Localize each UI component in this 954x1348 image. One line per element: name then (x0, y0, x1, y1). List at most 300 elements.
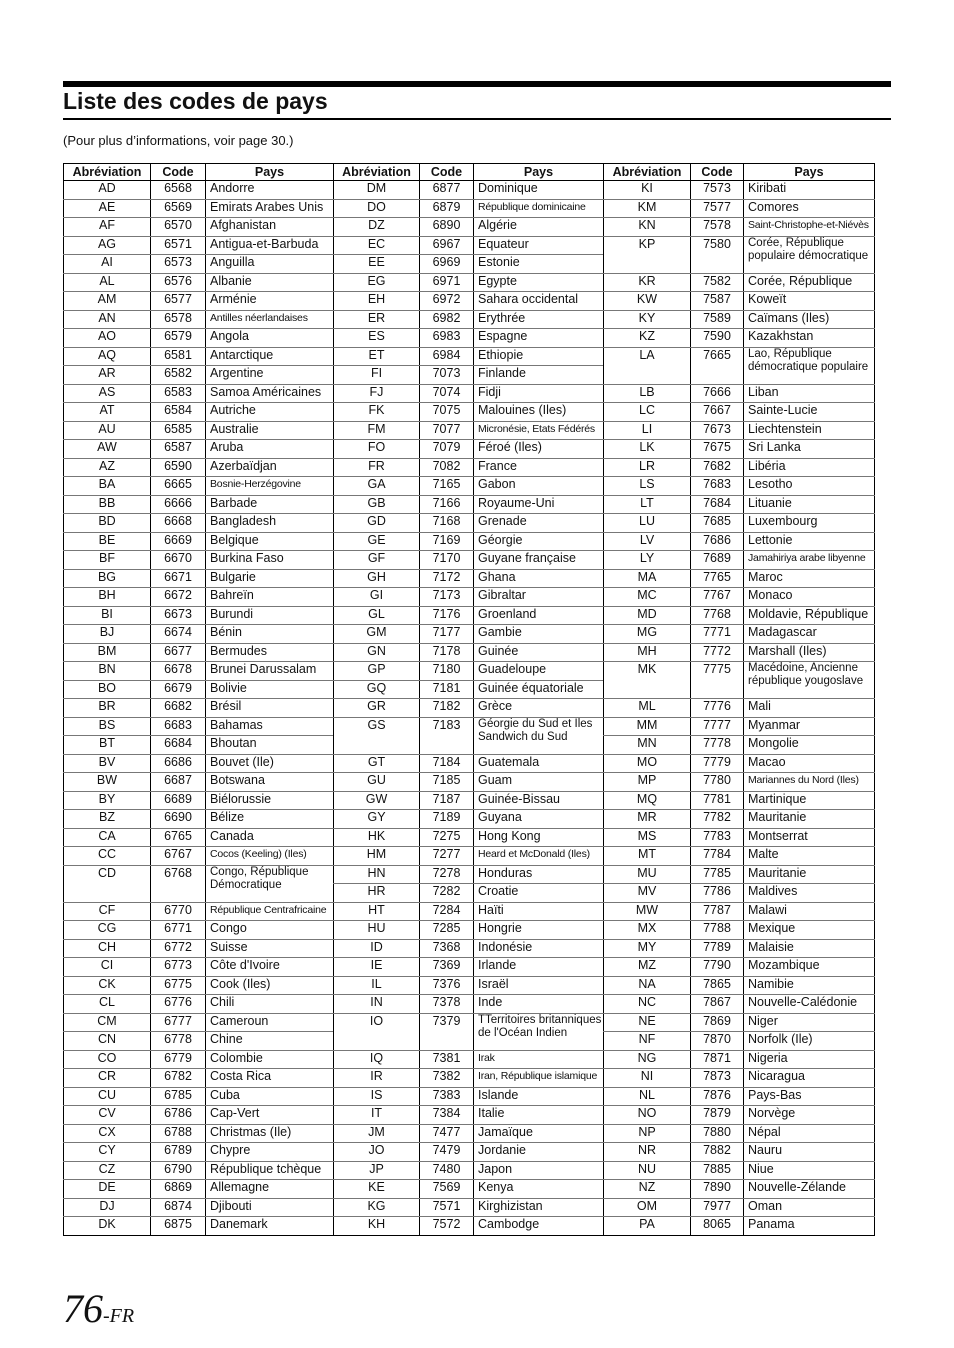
table-row (604, 458, 875, 477)
code-cell: 7779 (691, 754, 744, 773)
table-row (64, 736, 334, 755)
table-row (604, 569, 875, 588)
abbr-cell: DE (64, 1180, 151, 1199)
code-cell: 6579 (151, 329, 206, 348)
country-cell: Brunei Darussalam (206, 662, 334, 681)
country-cell: Maldives (744, 884, 875, 903)
country-cell: Grenade (474, 514, 604, 533)
code-cell: 6682 (151, 699, 206, 718)
country-cell: Malaisie (744, 939, 875, 958)
abbr-cell: BB (64, 495, 151, 514)
country-cell: République Centrafricaine (206, 902, 334, 921)
code-cell: 7077 (420, 421, 474, 440)
country-cell: Biélorussie (206, 791, 334, 810)
country-cell: Guyane française (474, 551, 604, 570)
table-row (604, 939, 875, 958)
code-cell: 7786 (691, 884, 744, 903)
code-cell: 6768 (151, 865, 206, 902)
country-cell: Luxembourg (744, 514, 875, 533)
country-table-1 (63, 163, 334, 1236)
code-cell: 7785 (691, 865, 744, 884)
table-row (334, 218, 604, 237)
country-cell: Bouvet (Ile) (206, 754, 334, 773)
table-row (604, 199, 875, 218)
code-cell: 6790 (151, 1161, 206, 1180)
table-row (604, 588, 875, 607)
code-cell: 6666 (151, 495, 206, 514)
abbr-cell: CH (64, 939, 151, 958)
code-cell: 6877 (420, 181, 474, 200)
abbr-cell: CR (64, 1069, 151, 1088)
code-cell: 6983 (420, 329, 474, 348)
country-cell: Finlande (474, 366, 604, 385)
table-row (64, 1198, 334, 1217)
code-cell: 6590 (151, 458, 206, 477)
table-row (604, 1069, 875, 1088)
code-cell: 7784 (691, 847, 744, 866)
code-cell: 7168 (420, 514, 474, 533)
table-row (64, 1069, 334, 1088)
table-row (334, 847, 604, 866)
abbr-cell: FR (334, 458, 420, 477)
country-cell: Bermudes (206, 643, 334, 662)
abbr-cell: ES (334, 329, 420, 348)
table-row (64, 791, 334, 810)
table-row (334, 791, 604, 810)
code-cell: 7879 (691, 1106, 744, 1125)
abbr-cell: GH (334, 569, 420, 588)
code-cell: 7382 (420, 1069, 474, 1088)
abbr-cell: IN (334, 995, 420, 1014)
code-cell: 6684 (151, 736, 206, 755)
abbr-cell: IO (334, 1013, 420, 1050)
abbr-cell: AI (64, 255, 151, 274)
country-cell: Guadeloupe (474, 662, 604, 681)
abbr-cell: AT (64, 403, 151, 422)
abbr-cell: DO (334, 199, 420, 218)
abbr-cell: EE (334, 255, 420, 274)
abbr-cell: KI (604, 181, 691, 200)
country-cell: Cap-Vert (206, 1106, 334, 1125)
code-cell: 6770 (151, 902, 206, 921)
table-row (334, 292, 604, 311)
table-row (334, 1106, 604, 1125)
abbr-cell: EG (334, 273, 420, 292)
table-row (64, 440, 334, 459)
code-cell: 7169 (420, 532, 474, 551)
table-row (604, 902, 875, 921)
table-row (64, 181, 334, 200)
abbr-cell: CG (64, 921, 151, 940)
table-row (334, 569, 604, 588)
code-cell: 6765 (151, 828, 206, 847)
abbr-cell: BJ (64, 625, 151, 644)
abbr-cell: CI (64, 958, 151, 977)
country-cell: Lettonie (744, 532, 875, 551)
abbr-cell: LY (604, 551, 691, 570)
table-row (334, 995, 604, 1014)
country-cell: Argentine (206, 366, 334, 385)
abbr-cell: MH (604, 643, 691, 662)
code-cell: 6669 (151, 532, 206, 551)
abbr-cell: BO (64, 680, 151, 699)
code-cell: 6789 (151, 1143, 206, 1162)
abbr-cell: NI (604, 1069, 691, 1088)
abbr-cell: BS (64, 717, 151, 736)
country-cell: Antigua-et-Barbuda (206, 236, 334, 255)
abbr-cell: NA (604, 976, 691, 995)
code-cell: 7689 (691, 551, 744, 570)
abbr-cell: ID (334, 939, 420, 958)
table-row (334, 1124, 604, 1143)
table-row (334, 1050, 604, 1069)
abbr-cell: DK (64, 1217, 151, 1236)
country-cell: Féroé (Iles) (474, 440, 604, 459)
table-row (334, 902, 604, 921)
country-cell: Géorgie (474, 532, 604, 551)
country-cell: Kazakhstan (744, 329, 875, 348)
code-cell: 7082 (420, 458, 474, 477)
abbr-cell: JO (334, 1143, 420, 1162)
table-row (334, 477, 604, 496)
abbr-cell: CO (64, 1050, 151, 1069)
country-cell: Bahamas (206, 717, 334, 736)
country-cell: Ethiopie (474, 347, 604, 366)
country-cell: Irak (474, 1050, 604, 1069)
country-cell: Cocos (Keeling) (Iles) (206, 847, 334, 866)
country-cell: Géorgie du Sud et Iles Sandwich du Sud (474, 717, 604, 754)
table-row (604, 736, 875, 755)
code-cell: 7876 (691, 1087, 744, 1106)
table-row (604, 292, 875, 311)
abbr-cell: LK (604, 440, 691, 459)
table-row (64, 403, 334, 422)
table-row (64, 199, 334, 218)
table-row (64, 662, 334, 681)
table-row (334, 717, 604, 754)
code-cell: 7684 (691, 495, 744, 514)
table-row (604, 1143, 875, 1162)
code-cell: 7666 (691, 384, 744, 403)
code-cell: 7682 (691, 458, 744, 477)
table-row (64, 921, 334, 940)
table-row (64, 1013, 334, 1032)
abbr-cell: LS (604, 477, 691, 496)
country-cell: Macédoine, Ancienne république yougoslave (744, 662, 875, 699)
code-cell: 7865 (691, 976, 744, 995)
table-row (604, 791, 875, 810)
table-row (604, 403, 875, 422)
code-cell: 7667 (691, 403, 744, 422)
abbr-cell: IT (334, 1106, 420, 1125)
table-row (334, 495, 604, 514)
code-cell: 7369 (420, 958, 474, 977)
code-cell: 7787 (691, 902, 744, 921)
abbr-cell: BD (64, 514, 151, 533)
code-cell: 7182 (420, 699, 474, 718)
code-cell: 6665 (151, 477, 206, 496)
country-cell: Barbade (206, 495, 334, 514)
abbr-cell: BV (64, 754, 151, 773)
code-cell: 7869 (691, 1013, 744, 1032)
code-cell: 6777 (151, 1013, 206, 1032)
table-row (604, 754, 875, 773)
abbr-cell: PA (604, 1217, 691, 1236)
table-row (64, 680, 334, 699)
country-cell: Honduras (474, 865, 604, 884)
country-cell: Afghanistan (206, 218, 334, 237)
code-cell: 7870 (691, 1032, 744, 1051)
country-cell: Bénin (206, 625, 334, 644)
abbr-cell: IR (334, 1069, 420, 1088)
code-cell: 7673 (691, 421, 744, 440)
code-cell: 6690 (151, 810, 206, 829)
abbr-cell: JM (334, 1124, 420, 1143)
country-cell: Hong Kong (474, 828, 604, 847)
code-cell: 6967 (420, 236, 474, 255)
code-cell: 6786 (151, 1106, 206, 1125)
country-cell: Cambodge (474, 1217, 604, 1236)
table-row (64, 1180, 334, 1199)
code-cell: 7589 (691, 310, 744, 329)
country-cell: Guyana (474, 810, 604, 829)
code-cell: 7479 (420, 1143, 474, 1162)
table-row (334, 255, 604, 274)
country-cell: Congo, République Démocratique (206, 865, 334, 902)
country-cell: Népal (744, 1124, 875, 1143)
table-row (334, 347, 604, 366)
code-cell: 8065 (691, 1217, 744, 1236)
abbr-cell: KP (604, 236, 691, 273)
code-cell: 7383 (420, 1087, 474, 1106)
table-row (604, 236, 875, 273)
abbr-cell: NE (604, 1013, 691, 1032)
abbr-cell: HT (334, 902, 420, 921)
header-code: Code (691, 164, 744, 181)
abbr-cell: BN (64, 662, 151, 681)
table-row (334, 273, 604, 292)
country-cell: Myanmar (744, 717, 875, 736)
abbr-cell: CM (64, 1013, 151, 1032)
table-row (334, 976, 604, 995)
abbr-cell: MK (604, 662, 691, 699)
table-row (604, 810, 875, 829)
abbr-cell: MS (604, 828, 691, 847)
table-row (334, 329, 604, 348)
header-code: Code (151, 164, 206, 181)
country-cell: Autriche (206, 403, 334, 422)
code-cell: 6874 (151, 1198, 206, 1217)
abbr-cell: FI (334, 366, 420, 385)
abbr-cell: NU (604, 1161, 691, 1180)
abbr-cell: CK (64, 976, 151, 995)
code-cell: 6670 (151, 551, 206, 570)
country-cell: Montserrat (744, 828, 875, 847)
country-cell: Indonésie (474, 939, 604, 958)
code-cell: 7277 (420, 847, 474, 866)
table-row (64, 958, 334, 977)
code-cell: 6578 (151, 310, 206, 329)
country-cell: Sahara occidental (474, 292, 604, 311)
abbr-cell: EH (334, 292, 420, 311)
table-row (334, 366, 604, 385)
table-row (604, 514, 875, 533)
abbr-cell: AL (64, 273, 151, 292)
abbr-cell: DM (334, 181, 420, 200)
country-cell: Arménie (206, 292, 334, 311)
code-cell: 6672 (151, 588, 206, 607)
table-row (334, 310, 604, 329)
table-row (604, 273, 875, 292)
country-cell: Cook (Iles) (206, 976, 334, 995)
table-row (64, 329, 334, 348)
table-row (64, 865, 334, 902)
table-row (334, 625, 604, 644)
abbr-cell: KG (334, 1198, 420, 1217)
table-row (334, 181, 604, 200)
table-row (64, 1032, 334, 1051)
country-cell: Gambie (474, 625, 604, 644)
code-cell: 6686 (151, 754, 206, 773)
country-cell: Bélize (206, 810, 334, 829)
abbr-cell: AM (64, 292, 151, 311)
country-cell: Norfolk (Ile) (744, 1032, 875, 1051)
abbr-cell: MD (604, 606, 691, 625)
code-cell: 7871 (691, 1050, 744, 1069)
country-cell: Algérie (474, 218, 604, 237)
table-row (334, 773, 604, 792)
abbr-cell: BY (64, 791, 151, 810)
table-row (604, 643, 875, 662)
table-row (604, 181, 875, 200)
abbr-cell: LV (604, 532, 691, 551)
table-row (604, 329, 875, 348)
code-cell: 7074 (420, 384, 474, 403)
abbr-cell: KR (604, 273, 691, 292)
table-row (64, 1143, 334, 1162)
table-row (64, 477, 334, 496)
code-cell: 6576 (151, 273, 206, 292)
abbr-cell: BW (64, 773, 151, 792)
table-row (604, 477, 875, 496)
abbr-cell: GP (334, 662, 420, 681)
table-row (604, 1180, 875, 1199)
table-row (64, 643, 334, 662)
table-row (64, 995, 334, 1014)
abbr-cell: MA (604, 569, 691, 588)
country-cell: Martinique (744, 791, 875, 810)
country-cell: Gibraltar (474, 588, 604, 607)
abbr-cell: MN (604, 736, 691, 755)
code-cell: 7582 (691, 273, 744, 292)
code-cell: 6778 (151, 1032, 206, 1051)
code-cell: 7771 (691, 625, 744, 644)
code-cell: 7073 (420, 366, 474, 385)
table-row (604, 773, 875, 792)
abbr-cell: JP (334, 1161, 420, 1180)
abbr-cell: GQ (334, 680, 420, 699)
table-row (604, 921, 875, 940)
code-cell: 7675 (691, 440, 744, 459)
country-cell: Liban (744, 384, 875, 403)
table-row (64, 366, 334, 385)
abbr-cell: CZ (64, 1161, 151, 1180)
code-cell: 7885 (691, 1161, 744, 1180)
table-row (334, 643, 604, 662)
table-row (334, 551, 604, 570)
country-cell: Inde (474, 995, 604, 1014)
abbr-cell: NZ (604, 1180, 691, 1199)
abbr-cell: DJ (64, 1198, 151, 1217)
country-cell: Djibouti (206, 1198, 334, 1217)
country-cell: Oman (744, 1198, 875, 1217)
abbr-cell: AG (64, 236, 151, 255)
table-row (604, 1106, 875, 1125)
code-cell: 7275 (420, 828, 474, 847)
table-row (334, 884, 604, 903)
table-row (334, 754, 604, 773)
table-row (334, 680, 604, 699)
abbr-cell: ER (334, 310, 420, 329)
table-row (604, 828, 875, 847)
table-row (334, 588, 604, 607)
code-cell: 7477 (420, 1124, 474, 1143)
country-cell: Ghana (474, 569, 604, 588)
code-cell: 6673 (151, 606, 206, 625)
table-row (64, 828, 334, 847)
table-row (604, 421, 875, 440)
country-cell: Samoa Américaines (206, 384, 334, 403)
abbr-cell: DZ (334, 218, 420, 237)
code-cell: 6775 (151, 976, 206, 995)
header-abbr: Abréviation (334, 164, 420, 181)
code-cell: 6577 (151, 292, 206, 311)
country-cell: Comores (744, 199, 875, 218)
country-cell: Mauritanie (744, 865, 875, 884)
table-row (334, 1013, 604, 1050)
abbr-cell: BA (64, 477, 151, 496)
abbr-cell: MX (604, 921, 691, 940)
table-row (64, 310, 334, 329)
code-cell: 7890 (691, 1180, 744, 1199)
abbr-cell: FJ (334, 384, 420, 403)
country-cell: Guinée (474, 643, 604, 662)
abbr-cell: AS (64, 384, 151, 403)
abbr-cell: FO (334, 440, 420, 459)
abbr-cell: IL (334, 976, 420, 995)
table-row (604, 625, 875, 644)
table-row (604, 865, 875, 884)
code-cell: 7170 (420, 551, 474, 570)
abbr-cell: MU (604, 865, 691, 884)
code-cell: 7187 (420, 791, 474, 810)
table-row (64, 754, 334, 773)
abbr-cell: KM (604, 199, 691, 218)
code-cell: 7977 (691, 1198, 744, 1217)
abbr-cell: LR (604, 458, 691, 477)
abbr-cell: CX (64, 1124, 151, 1143)
country-cell: Royaume-Uni (474, 495, 604, 514)
table-row (334, 1087, 604, 1106)
country-cell: Anguilla (206, 255, 334, 274)
country-cell: Koweït (744, 292, 875, 311)
abbr-cell: HK (334, 828, 420, 847)
code-cell: 6772 (151, 939, 206, 958)
country-cell: Sri Lanka (744, 440, 875, 459)
code-cell: 6677 (151, 643, 206, 662)
code-cell: 7173 (420, 588, 474, 607)
abbr-cell: MG (604, 625, 691, 644)
